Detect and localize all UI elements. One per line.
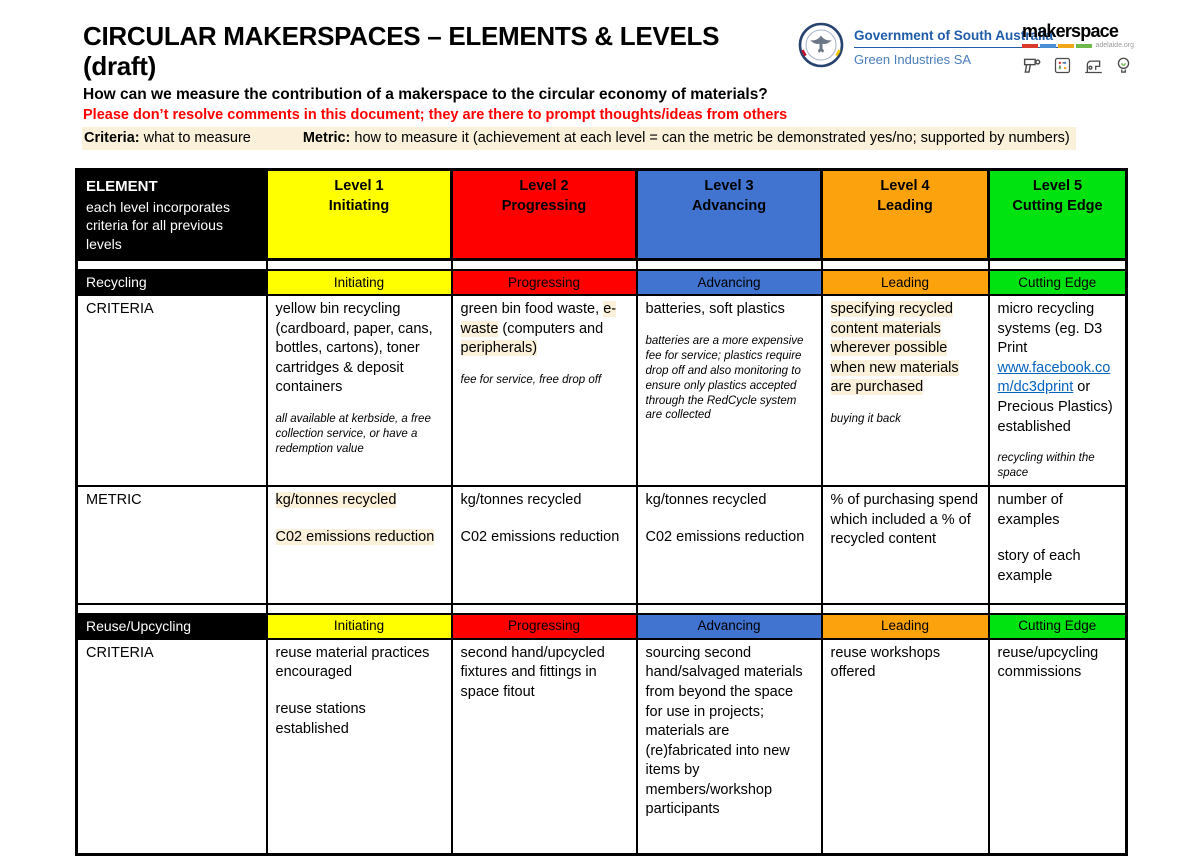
sewing-machine-icon (1083, 55, 1104, 76)
criteria-cell-level-2 (452, 295, 637, 486)
cell-text: sourcing second hand/salvaged materials from beyond the space for use in projects; materials are (re)fabricated into new items by members/workshop participants (645, 644, 803, 818)
criteria-definition-text: what to measure (139, 130, 251, 146)
cell-text: second hand/upcycled fixtures and fittings in space fitout (460, 644, 605, 701)
cell-text: % of purchasing spend which included a % of recycled content (830, 492, 979, 548)
cell-text: C02 emissions reduction (645, 528, 805, 545)
level-name: Advancing (691, 197, 767, 214)
criteria-definition-label: Criteria: (84, 130, 140, 146)
criteria-text (998, 300, 1118, 437)
metric-text (646, 528, 813, 548)
level-header-cell-3 (637, 170, 822, 260)
makerspace-bar (1022, 44, 1038, 48)
criteria-cell-level-5 (989, 639, 1127, 855)
metric-definition-text: how to measure it (achievement at each level = can the metric be demonstrated yes/no; supported by numbers) (350, 130, 1070, 146)
criteria-text (998, 644, 1118, 683)
metric-text (276, 528, 443, 548)
highlighted-text: kg/tonnes recycled (275, 492, 397, 509)
band-level-cell-5: Cutting Edge (989, 270, 1127, 295)
makerspace-wordmark: makerspace (1022, 21, 1119, 41)
criteria-cell-level-2 (452, 639, 637, 855)
metric-text (461, 528, 628, 548)
criteria-text (831, 300, 980, 398)
level-name: Cutting Edge (1012, 197, 1103, 214)
highlighted-text: C02 emissions reduction (275, 528, 435, 545)
level-header-cell-1 (267, 170, 452, 260)
spacer-row-2 (77, 604, 1127, 614)
level-label: Level 4 (880, 178, 930, 194)
element-header-cell (77, 170, 267, 260)
band-level-cell-4: Leading (822, 270, 989, 295)
metric-text (646, 491, 813, 511)
criteria-note: buying it back (830, 413, 901, 426)
section-name-recycling: Recycling (77, 270, 267, 295)
cell-text: micro recycling systems (eg. D3 Print (997, 301, 1103, 357)
band-level-cell-1: Initiating (267, 614, 452, 639)
criteria-text (461, 644, 628, 703)
metric-cell-level-3 (637, 486, 822, 604)
page-subtitle: How can we measure the contribution of a makerspace to the circular economy of materials? (83, 85, 768, 103)
criteria-note: recycling within the space (997, 452, 1095, 480)
makerspace-bar (1076, 44, 1092, 48)
band-level-cell-5: Cutting Edge (989, 614, 1127, 639)
cell-text: reuse material practices encouraged (275, 644, 430, 681)
criteria-row (77, 639, 1127, 855)
table-header-row (77, 170, 1127, 260)
levels-table-wrapper (75, 168, 1128, 856)
cell-text: reuse stations established (275, 701, 366, 737)
metric-cell-level-5 (989, 486, 1127, 604)
level-name: Progressing (501, 197, 587, 214)
criteria-text (276, 700, 443, 739)
cell-text: story of each example (997, 548, 1081, 584)
metric-cell-level-4 (822, 486, 989, 604)
cell-text: kg/tonnes recycled (460, 492, 582, 509)
spacer-cell (452, 604, 637, 614)
level-name: Leading (877, 197, 933, 214)
criteria-text (831, 644, 980, 683)
green-industries-label: Green Industries SA (854, 52, 972, 67)
section-name-reuse: Reuse/Upcycling (77, 614, 267, 639)
makerspace-logo (1022, 22, 1134, 76)
spacer-cell (452, 260, 637, 271)
criteria-cell-level-3 (637, 639, 822, 855)
spacer-cell (822, 604, 989, 614)
level-header-cell-2 (452, 170, 637, 260)
level-header-cell-5 (989, 170, 1127, 260)
spacer-cell (989, 604, 1127, 614)
highlighted-text: specifying recycled content materials wherever possible when new materials are purchased (830, 301, 959, 396)
criteria-row-label: CRITERIA (77, 639, 267, 855)
criteria-cell-level-5 (989, 295, 1127, 486)
metric-row-label: METRIC (77, 486, 267, 604)
criteria-cell-level-4 (822, 295, 989, 486)
spacer-cell (77, 260, 267, 271)
circuit-board-icon (1052, 55, 1073, 76)
element-header-title: ELEMENT (86, 178, 158, 195)
lightbulb-icon (1113, 55, 1134, 76)
levels-table (75, 168, 1128, 856)
criteria-text (646, 300, 813, 320)
metric-text (831, 491, 980, 550)
highlighted-text: peripherals) (460, 340, 538, 357)
criteria-text (461, 300, 628, 359)
cell-text: (computers and (498, 320, 604, 337)
band-level-cell-2: Progressing (452, 270, 637, 295)
spacer-cell (989, 260, 1127, 271)
level-label: Level 1 (334, 178, 384, 194)
cell-text: C02 emissions reduction (460, 528, 620, 545)
makerspace-bar (1040, 44, 1056, 48)
makerspace-domain-label: adelaide.org (1095, 42, 1135, 49)
makerspace-color-bars (1022, 42, 1134, 49)
spacer-cell (637, 604, 822, 614)
level-label: Level 5 (1032, 178, 1083, 194)
spacer-cell (267, 604, 452, 614)
spacer-cell (822, 260, 989, 271)
criteria-text (646, 644, 813, 820)
spacer-cell (77, 604, 267, 614)
spacer-row (77, 260, 1127, 271)
title-block (83, 22, 783, 104)
band-level-cell-3: Advancing (637, 270, 822, 295)
band-level-cell-2: Progressing (452, 614, 637, 639)
criteria-note: fee for service, free drop off (460, 373, 602, 386)
criteria-cell-level-4 (822, 639, 989, 855)
level-name: Initiating (328, 197, 390, 214)
criteria-cell-level-1 (267, 639, 452, 855)
level-header-cell-4 (822, 170, 989, 260)
cell-text: or Precious Plastics) established (997, 379, 1113, 435)
page-title: CIRCULAR MAKERSPACES – ELEMENTS & LEVELS (draft) (83, 21, 720, 81)
section-band-row (77, 614, 1127, 639)
criteria-note: batteries are a more expensive fee for service; plastics require drop off and also monitoring to ensure only plastics accepted through the RedCycle system are collected (645, 334, 804, 422)
level-label: Level 3 (704, 178, 754, 194)
heat-gun-icon (1022, 55, 1043, 76)
gov-sa-title: Government of South Australia (854, 28, 1054, 43)
criteria-cell-level-3 (637, 295, 822, 486)
metric-text (998, 547, 1118, 586)
cell-text: batteries, soft plastics (645, 301, 785, 318)
cell-text: number of examples (997, 492, 1063, 528)
metric-text (998, 491, 1118, 530)
facebook-dc3dprint-link[interactable]: www.facebook.com/dc3dprint (997, 359, 1111, 396)
metric-cell-level-1 (267, 486, 452, 604)
metric-cell-level-2 (452, 486, 637, 604)
metric-row (77, 486, 1127, 604)
section-band-row (77, 270, 1127, 295)
makerspace-tool-icons (1022, 55, 1134, 76)
definitions-line (82, 127, 1076, 150)
criteria-cell-level-1 (267, 295, 452, 486)
band-level-cell-1: Initiating (267, 270, 452, 295)
criteria-text (276, 300, 443, 398)
cell-text: kg/tonnes recycled (645, 492, 767, 509)
makerspace-bar (1058, 44, 1074, 48)
level-label: Level 2 (519, 178, 569, 194)
cell-text: reuse workshops offered (830, 644, 941, 681)
piping-shrike-crest-icon (798, 22, 844, 73)
band-level-cell-4: Leading (822, 614, 989, 639)
criteria-note: all available at kerbside, a free collection service, or have a redemption value (275, 413, 431, 455)
cell-text: reuse/upcycling commissions (997, 644, 1099, 681)
band-level-cell-3: Advancing (637, 614, 822, 639)
metric-definition-label: Metric: (302, 130, 351, 146)
spacer-cell (267, 260, 452, 271)
criteria-row-label: CRITERIA (77, 295, 267, 486)
spacer-cell (637, 260, 822, 271)
criteria-row (77, 295, 1127, 486)
cell-text: green bin food waste, (460, 301, 604, 318)
criteria-text (276, 644, 443, 683)
highlighted-text: e-waste (460, 301, 617, 337)
metric-text (461, 491, 628, 511)
comments-notice: Please don’t resolve comments in this document; they are there to prompt thoughts/ideas from others (83, 107, 788, 123)
metric-text (276, 491, 443, 511)
element-header-subtitle: each level incorporates criteria for all previous levels (86, 199, 230, 252)
cell-text: yellow bin recycling (cardboard, paper, cans, bottles, cartons), toner cartridges & deposit containers (275, 301, 433, 396)
